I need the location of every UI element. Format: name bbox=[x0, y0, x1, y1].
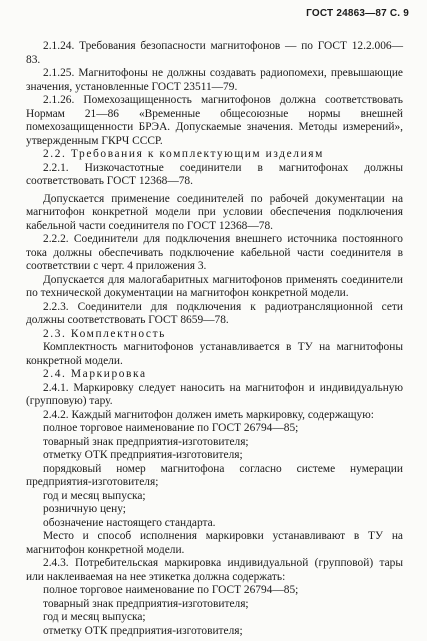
paragraph: 2.2.2. Соединители для подключения внешнего источника постоянного тока должны обеспечивать подключение кабельной части соединителя в соответствии с черт. 4 приложения 3. bbox=[26, 233, 403, 272]
document-body bbox=[26, 40, 403, 638]
list-item: год и месяц выпуска; bbox=[43, 489, 146, 502]
list-item: полное торговое наименование по ГОСТ 26794—85; bbox=[43, 584, 299, 596]
list-item: обозначение настоящего стандарта. bbox=[43, 516, 216, 529]
list-item: полное торговое наименование по ГОСТ 26794—85; bbox=[43, 422, 299, 434]
list-item: товарный знак предприятия-изготовителя; bbox=[43, 435, 249, 448]
section-heading: 2.3. Комплектность bbox=[43, 327, 166, 340]
list-item: год и месяц выпуска; bbox=[43, 611, 146, 623]
paragraph: Комплектность магнитофонов устанавливается в ТУ на магнитофоны конкретной модели. bbox=[26, 341, 403, 367]
paragraph: 2.1.25. Магнитофоны не должны создавать радиопомехи, превышающие значения, установленные ГОСТ 23511—79. bbox=[26, 67, 403, 93]
paragraph: Допускается для малогабаритных магнитофонов применять соединители по технической документации на магнитофон конкретной модели. bbox=[26, 273, 403, 299]
paragraph: 2.4.2. Каждый магнитофон должен иметь маркировку, содержащую: bbox=[43, 408, 374, 421]
list-item: отметку ОТК предприятия-изготовителя; bbox=[43, 449, 243, 461]
paragraph: 2.4.3. Потребительская маркировка индивидуальной (групповой) тары или наклеиваемая на нее этикетка должна содержать: bbox=[26, 557, 403, 583]
list-item: отметку ОТК предприятия-изготовителя; bbox=[43, 624, 243, 637]
paragraph: 2.1.24. Требования безопасности магнитофонов — по ГОСТ 12.2.006—83. bbox=[26, 40, 403, 66]
paragraph: 2.4.1. Маркировку следует наносить на магнитофон и индивидуальную (групповую) тару. bbox=[26, 381, 403, 407]
paragraph: Допускается применение соединителей по рабочей документации на магнитофон конкретной модели при условии обеспечения подключения кабельной части соединителя по ГОСТ 12368—78. bbox=[26, 192, 403, 232]
section-heading: 2.2. Требования к комплектующим изделиям bbox=[43, 148, 324, 160]
paragraph: 2.2.1. Низкочастотные соединители в магнитофонах должны соответствовать ГОСТ 12368—78. bbox=[26, 161, 403, 187]
list-item: товарный знак предприятия-изготовителя; bbox=[43, 597, 249, 610]
page-header: ГОСТ 24863—87 С. 9 bbox=[306, 8, 409, 19]
list-item: порядковый номер магнитофона согласно системе нумерации предприятия-изготовителя; bbox=[26, 462, 403, 488]
section-heading: 2.4. Маркировка bbox=[43, 368, 147, 380]
paragraph: 2.1.26. Помехозащищенность магнитофонов должна соответствовать Нормам 21—86 «Временные общесоюзные нормы внешней помехозащищенности БРЭА. Допускаемые значения. Методы измерений», утвержденным ГКРЧ СССР. bbox=[26, 94, 403, 147]
list-item: розничную цену; bbox=[43, 503, 126, 515]
paragraph: 2.2.3. Соединители для подключения к радиотрансляционной сети должны соответствовать ГОСТ 8659—78. bbox=[26, 300, 403, 326]
paragraph: Место и способ исполнения маркировки устанавливают в ТУ на магнитофон конкретной модели. bbox=[26, 530, 403, 556]
